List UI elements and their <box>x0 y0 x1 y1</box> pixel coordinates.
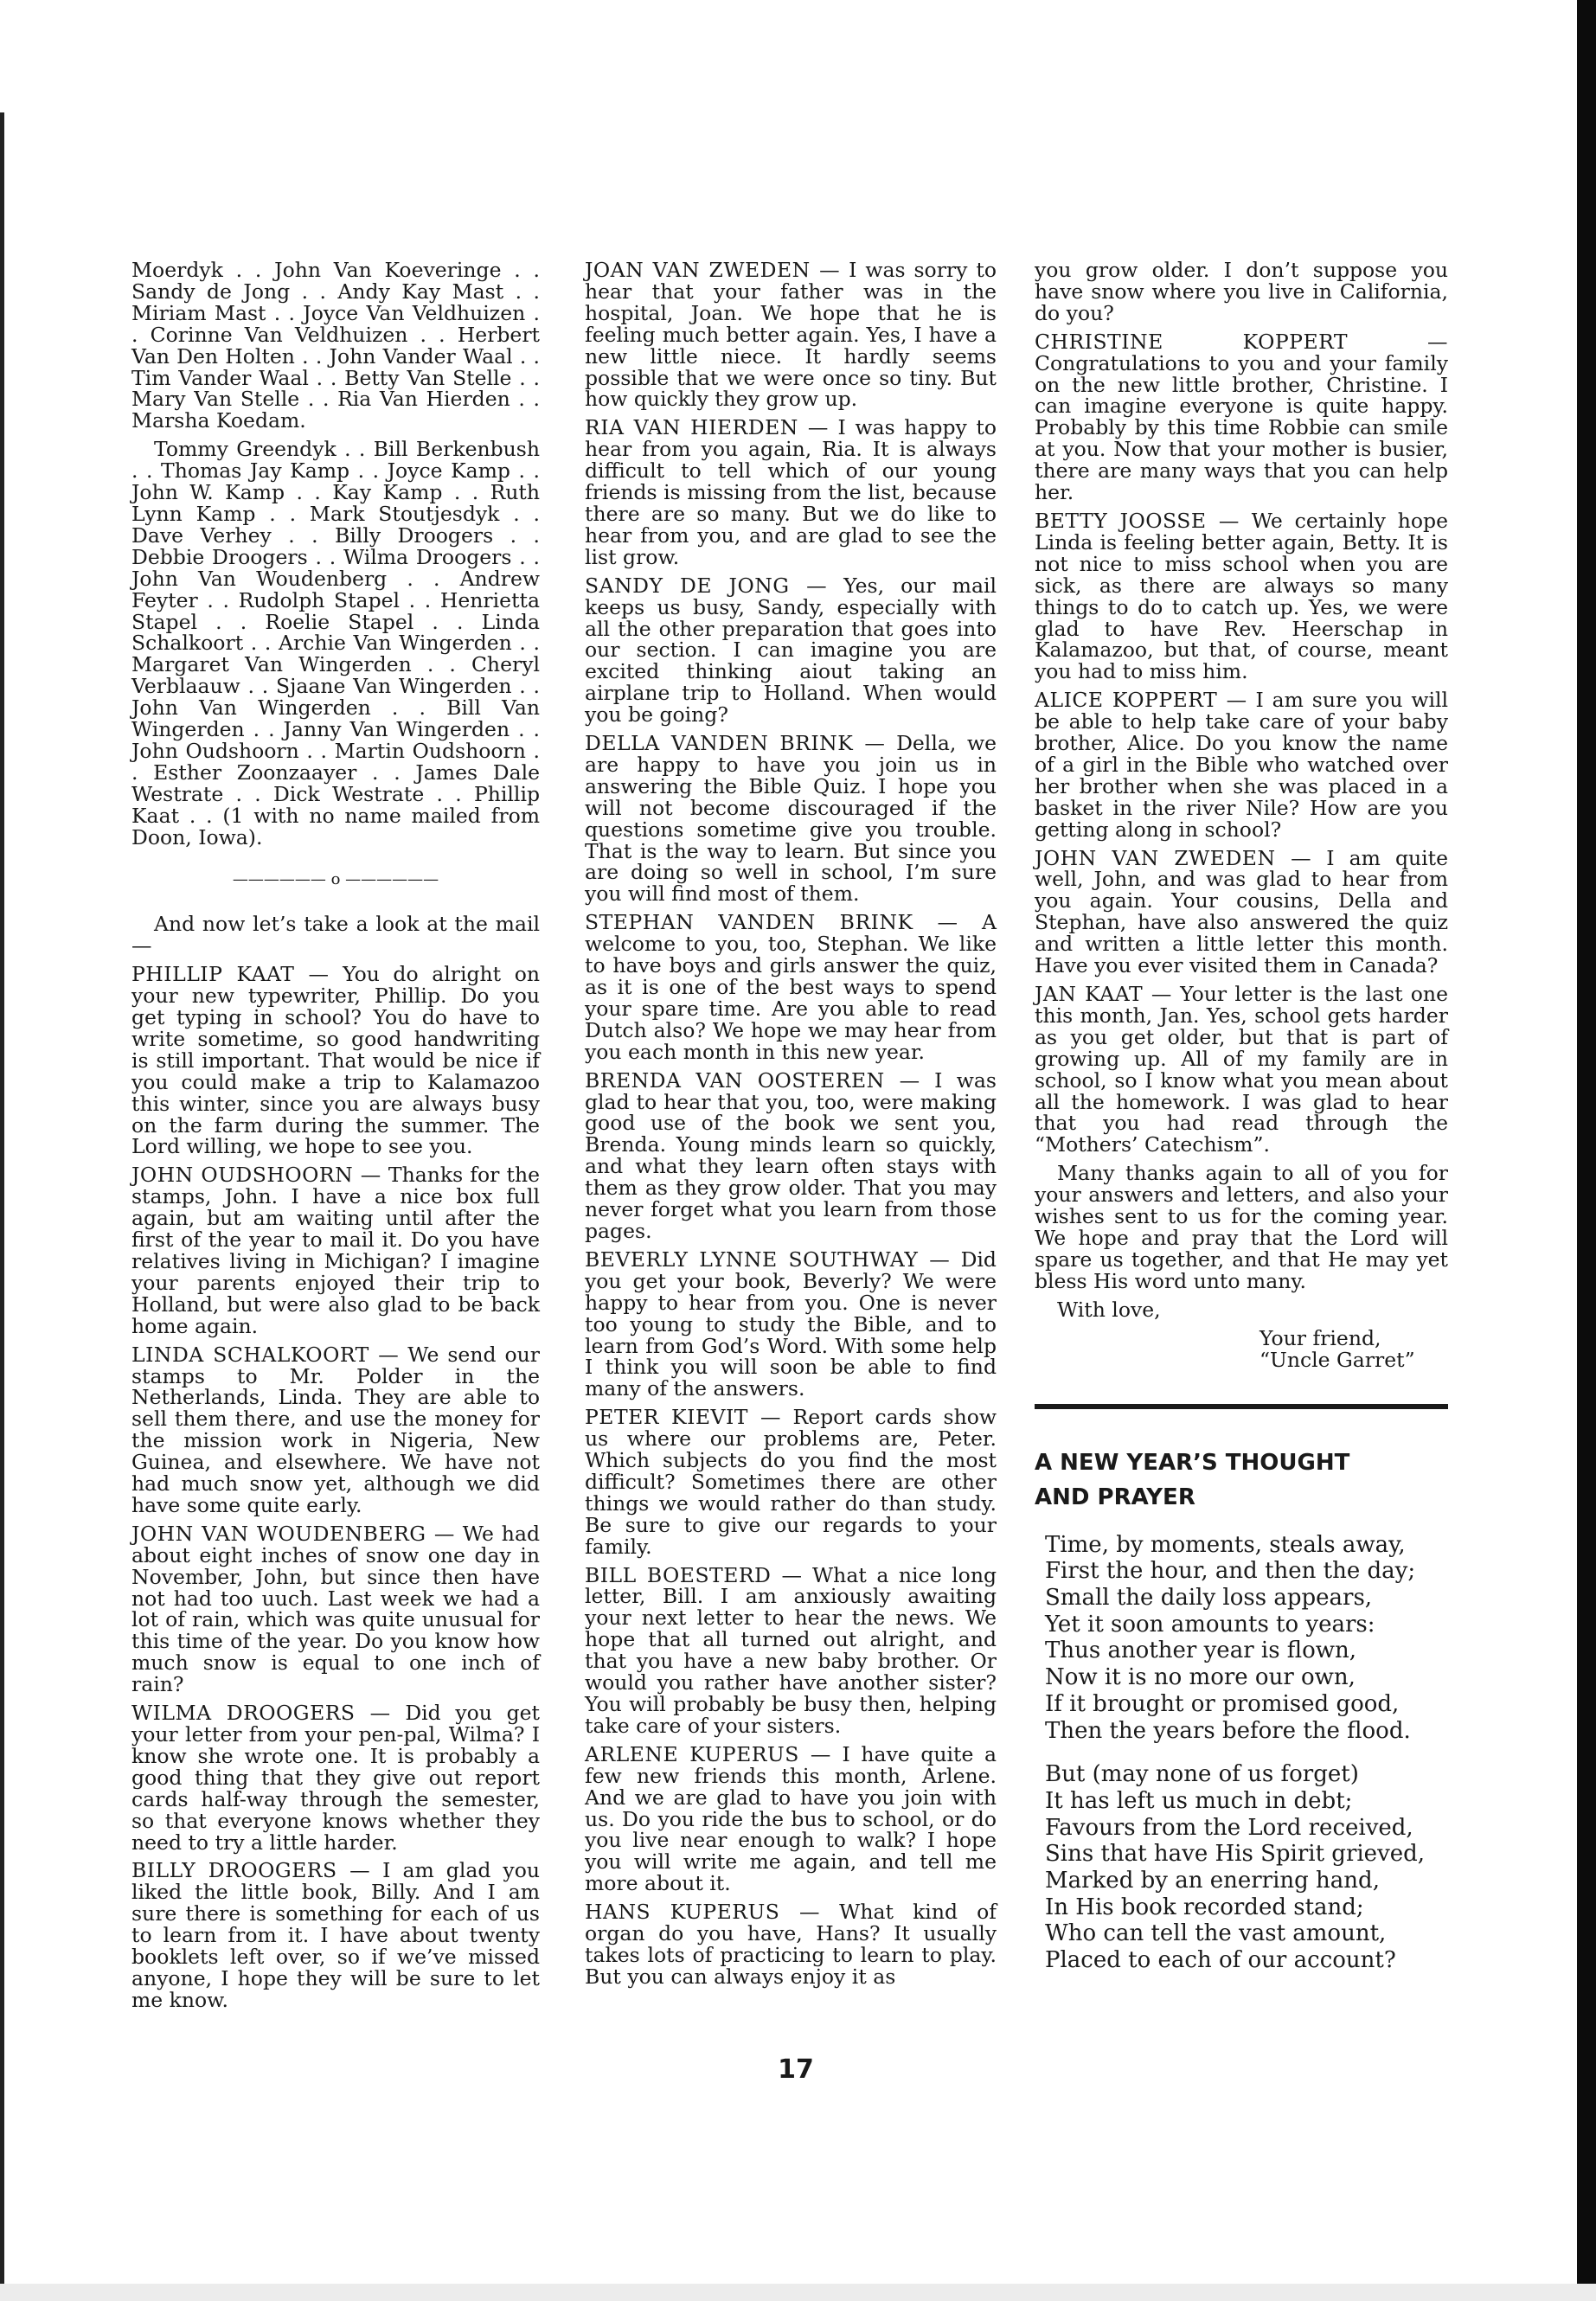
poem-line: Favours from the Lord received, <box>1045 1814 1413 1841</box>
page-bottom-edge <box>0 2284 1596 2301</box>
letter-text: I am quite well, John, and was glad to hear from you again. Your cousins, Della and Stephan, have also answered the quiz and written a little letter this month. Have you ever visited them in Canada? <box>1035 845 1448 978</box>
poem-line: Marked by an enerring hand, <box>1045 1868 1380 1894</box>
letter-reply <box>131 1344 540 1516</box>
letter-text: I was glad to hear that you, too, were making good use of the book we sent you, Brenda. Young minds learn so quickly, and what they learn often stays with them as they grow older. That you may never forget what you learn from those pages. <box>585 1067 997 1243</box>
letter-reply <box>131 964 540 1157</box>
poem-line: But (may none of us forget) <box>1045 1761 1359 1788</box>
poem-line: Then the years before the flood. <box>1045 1717 1411 1744</box>
column-2 <box>585 260 997 1995</box>
names-list-paragraph: Moerdyk . . John Van Koeveringe . . Sandy de Jong . . Andy Kay Mast . . Miriam Mast . . Joyce Van Veldhuizen . . Corinne Van Veldhuizen . . Herbert Van Den Holten . . John Vander Waal . . Tim Vander Waal . . Betty Van Stelle . . Mary Van Stelle . . Ria Van Hierden . . Marsha Koedam. <box>131 258 540 433</box>
letter-text: What kind of organ do you have, Hans? It usually takes lots of practicing to learn to play. But you can always enjoy it as <box>585 1900 997 1989</box>
letter-reply <box>585 575 997 726</box>
letter-text: Report cards show us where our problems are, Peter. Which subjects do you find the most difficult? Sometimes there are other things we would rather do than study. Be sure to give our regards to your family. <box>585 1405 997 1559</box>
letter-name: ALICE KOPPERT — <box>1035 688 1247 713</box>
letter-text: We send our stamps to Mr. Polder in the Netherlands, Linda. They are able to sell them there, and use the money for the mission work in Nigeria, New Guinea, and elsewhere. We have not had much snow yet, although we did have some quite early. <box>131 1342 540 1517</box>
letter-name: SANDY DE JONG — <box>585 573 828 598</box>
page-number: 17 <box>778 2054 814 2085</box>
letter-text: I was happy to hear from you again, Ria. It is always difficult to tell which of our young friends is missing from the list, because there are so many. But we do like to hear from you, and are glad to see the list grow. <box>585 415 997 569</box>
letter-text: I am sure you will be able to help take care of your baby brother, Alice. Do you know the name of a girl in the Bible who watched over her brother when she was placed in a basket in the river Nile? How are you getting along in school? <box>1035 688 1449 842</box>
poem-title <box>1035 1445 1448 1515</box>
letter-name: PHILLIP KAAT — <box>131 962 330 987</box>
poem-line: Time, by moments, steals away, <box>1045 1531 1406 1558</box>
page-left-edge <box>0 112 4 2301</box>
column-1 <box>131 260 540 2018</box>
poem-line: In His book recorded stand; <box>1045 1894 1364 1920</box>
poem-title-line: A NEW YEAR’S THOUGHT <box>1035 1449 1350 1476</box>
names-list-paragraph: Tommy Greendyk . . Bill Berkenbush . . Thomas Jay Kamp . . Joyce Kamp . . John W. Kamp . . Kay Kamp . . Ruth Lynn Kamp . . Mark Stoutjesdyk . . Dave Verhey . . Billy Droogers . . Debbie Droogers . . Wilma Droogers . . John Van Woudenberg . . Andrew Feyter . . Rudolph Stapel . . Henrietta Stapel . . Roelie Stapel . . Linda Schalkoort . . Archie Van Wingerden . . Margaret Van Wingerden . . Cheryl Verblaauw . . Sjaane Van Wingerden . . John Van Wingerden . . Bill Van Wingerden . . Janny Van Wingerden . . John Oudshoorn . . Martin Oudshoorn . . Esther Zoonzaayer . . James Dale Westrate . . Dick Westrate . . Phillip Kaat . . (1 with no name mailed from Doon, Iowa). <box>131 437 540 849</box>
letter-name: BRENDA VAN OOSTEREN — <box>585 1067 920 1093</box>
letter-reply <box>1035 845 1448 978</box>
letter-name: JOHN VAN WOUDENBERG — <box>131 1521 455 1546</box>
poem-line: It has left us much in debt; <box>1045 1787 1353 1814</box>
letter-reply <box>585 733 997 905</box>
letter-reply <box>1035 984 1448 1156</box>
letter-name: RIA VAN HIERDEN — <box>585 415 829 440</box>
letter-name: JAN KAAT — <box>1035 982 1172 1006</box>
letter-reply <box>131 1860 540 2010</box>
letter-reply <box>585 1067 997 1243</box>
poem-line: Placed to each of our account? <box>1045 1947 1396 1974</box>
letter-text: Your letter is the last one this month, Jan. Yes, school gets harder as you get older, but that is part of growing up. All of my family are in school, so I know what you mean about all the homework. I was glad to hear that you had read through the “Mothers’ Catechism”. <box>1035 982 1448 1157</box>
letter-reply <box>1035 331 1448 503</box>
mail-intro: And now let’s take a look at the mail — <box>131 912 540 958</box>
letter-reply <box>585 260 997 410</box>
letter-text: Yes, our mail keeps us busy, Sandy, especially with all the other preparation that goes into our section. I can imagine you are excited thinking aiout taking an airplane trip to Holland. When would you be going? <box>585 573 997 727</box>
letter-text: You do alright on your new typewriter, Phillip. Do you get typing in school? You do have to write sometime, so good handwriting is still important. That would be nice if you could make a trip to Kalamazoo this winter, since you are always busy on the farm during the summer. The Lord willing, we hope to see you. <box>131 962 540 1159</box>
letter-name: ARLENE KUPERUS — <box>585 1741 831 1766</box>
letter-name: BILL BOESTERD — <box>585 1562 803 1587</box>
letter-reply <box>585 1249 997 1400</box>
letter-name: DELLA VANDEN BRINK — <box>585 731 886 756</box>
letter-text: Did you get your book, Beverly? We were happy to hear from you. One is never too young to study the Bible, and to learn from God’s Word. With some help I think you will soon be able to find many of the answers. <box>585 1247 997 1401</box>
poem-line: Sins that have His Spirit grieved, <box>1045 1841 1426 1868</box>
letter-text: Did you get your letter from your pen-pal, Wilma? I know she wrote one. It is probably a good thing that they give out report cards half-way through the semester, so that everyone knows whether they need to try a little harder. <box>131 1701 540 1855</box>
letter-text: I am glad you liked the little book, Billy. And I am sure there is something for each of us to learn from it. I have about twenty booklets left over, so if we’ve missed anyone, I hope they will be sure to let me know. <box>131 1858 540 2012</box>
letter-reply <box>131 1523 540 1695</box>
letter-reply <box>131 1702 540 1853</box>
letter-name: JOHN VAN ZWEDEN — <box>1035 845 1312 870</box>
letter-reply <box>1035 689 1448 840</box>
friend-line: Your friend, <box>1259 1325 1381 1350</box>
letter-reply <box>131 1164 540 1336</box>
letter-text: I have quite a few new friends this month, Arlene. And we are glad to have you join with us. Do you ride the bus to school, or do you live near enough to walk? I hope you will write me again, and tell me more about it. <box>585 1741 997 1896</box>
closing-paragraph: Many thanks again to all of you for your answers and letters, and also your wishes sent to us for the coming year. We hope and pray that the Lord will spare us together, and that He may yet bless His word unto many. <box>1035 1161 1448 1293</box>
letter-text: I was sorry to hear that your father was in the hospital, Joan. We hope that he is feeling much better again. Yes, I have a new little niece. It hardly seems possible that we were once so tiny. But how quickly they grow up. <box>585 258 997 412</box>
letter-reply <box>585 1407 997 1557</box>
letter-text: Thanks for the stamps, John. I have a nice box full again, but am waiting until after the first of the year to mail it. Do you have relatives living in Michigan? I imagine your parents enjoyed their trip to Holland, but were also glad to be back home again. <box>131 1163 540 1338</box>
poem-line: Thus another year is flown, <box>1045 1638 1357 1664</box>
letter-reply <box>585 912 997 1062</box>
letter-text: Congratulations to you and your family on the new little brother, Christine. I can imagine everyone is quite happy. Probably by this time Robbie can smile at you. Now that your mother is busier, there are many ways that you can help her. <box>1035 350 1448 505</box>
letter-reply <box>585 1901 997 1988</box>
poem-line: First the hour, and then the day; <box>1045 1558 1416 1585</box>
letter-name: JOAN VAN ZWEDEN — <box>585 258 841 282</box>
letter-name: STEPHAN VANDEN BRINK — <box>585 910 958 935</box>
letter-reply <box>1035 510 1448 683</box>
letter-name: CHRISTINE KOPPERT — <box>1035 329 1448 354</box>
letter-text: A welcome to you, too, Stephan. We like to have boys and girls answer the quiz, as it is one of the best ways to spend your spare time. Are you able to read Dutch also? We hope we may hear from you each month in this new year. <box>585 910 997 1064</box>
letter-text: We certainly hope Linda is feeling better again, Betty. It is not nice to miss school when you are sick, as there are always so many things to do to catch up. Yes, we were glad to have Rev. Heerschap in Kalamazoo, but that, of course, meant you had to miss him. <box>1035 508 1448 684</box>
letter-reply <box>585 1562 997 1738</box>
poem-line: If it brought or promised good, <box>1045 1690 1400 1717</box>
letter-name: JOHN OUDSHOORN — <box>131 1163 381 1188</box>
letter-name: WILMA DROOGERS — <box>131 1701 391 1726</box>
letter-name: BILLY DROOGERS — <box>131 1858 371 1883</box>
poem-line: Small the daily loss appears, <box>1045 1585 1373 1611</box>
letter-reply <box>585 417 997 567</box>
signoff: With love, <box>1057 1297 1161 1322</box>
letter-name: LINDA SCHALKOORT — <box>131 1342 400 1367</box>
letter-name: BEVERLY LYNNE SOUTHWAY — <box>585 1247 951 1272</box>
page-right-edge <box>1577 0 1596 2301</box>
column-3 <box>1035 260 1448 1991</box>
poem <box>1035 1532 1448 1974</box>
poem-line: Yet it soon amounts to years: <box>1045 1611 1375 1638</box>
letter-name: HANS KUPERUS — <box>585 1900 821 1925</box>
poem-line: Now it is no more our own, <box>1045 1664 1356 1691</box>
letter-continuation: you grow older. I don’t suppose you have snow where you live in California, do you? <box>1035 258 1448 325</box>
letter-text: What a nice long letter, Bill. I am anxiously awaiting your next letter to hear the news. We hope that all turned out alright, and that you have a new baby brother. Or would you rather have another sister? You will probably be busy then, helping take care of your sisters. <box>585 1562 997 1738</box>
section-separator: —————— o —————— <box>232 870 439 889</box>
letter-name: PETER KIEVIT — <box>585 1405 781 1430</box>
signature-name: “Uncle Garret” <box>1259 1347 1415 1372</box>
section-divider <box>1035 1404 1448 1409</box>
letter-reply <box>585 1741 997 1896</box>
letter-text: We had about eight inches of snow one day in November, John, but since then have not had too uuch. Last week we had a lot of rain, which was quite unusual for this time of the year. Do you know how much snow is equal to one inch of rain? <box>131 1521 540 1697</box>
letter-name: BETTY JOOSSE — <box>1035 508 1240 533</box>
poem-stanza <box>1045 1532 1448 1745</box>
poem-stanza <box>1045 1761 1448 1974</box>
poem-title-line: AND PRAYER <box>1035 1484 1195 1510</box>
poem-line: Who can tell the vast amount, <box>1045 1920 1387 1947</box>
letter-text: Della, we are happy to have you join us in answering the Bible Quiz. I hope you will not become discouraged if the questions sometime give you trouble. That is the way to learn. But since you are doing so well in school, I’m sure you will find most of them. <box>585 731 997 907</box>
